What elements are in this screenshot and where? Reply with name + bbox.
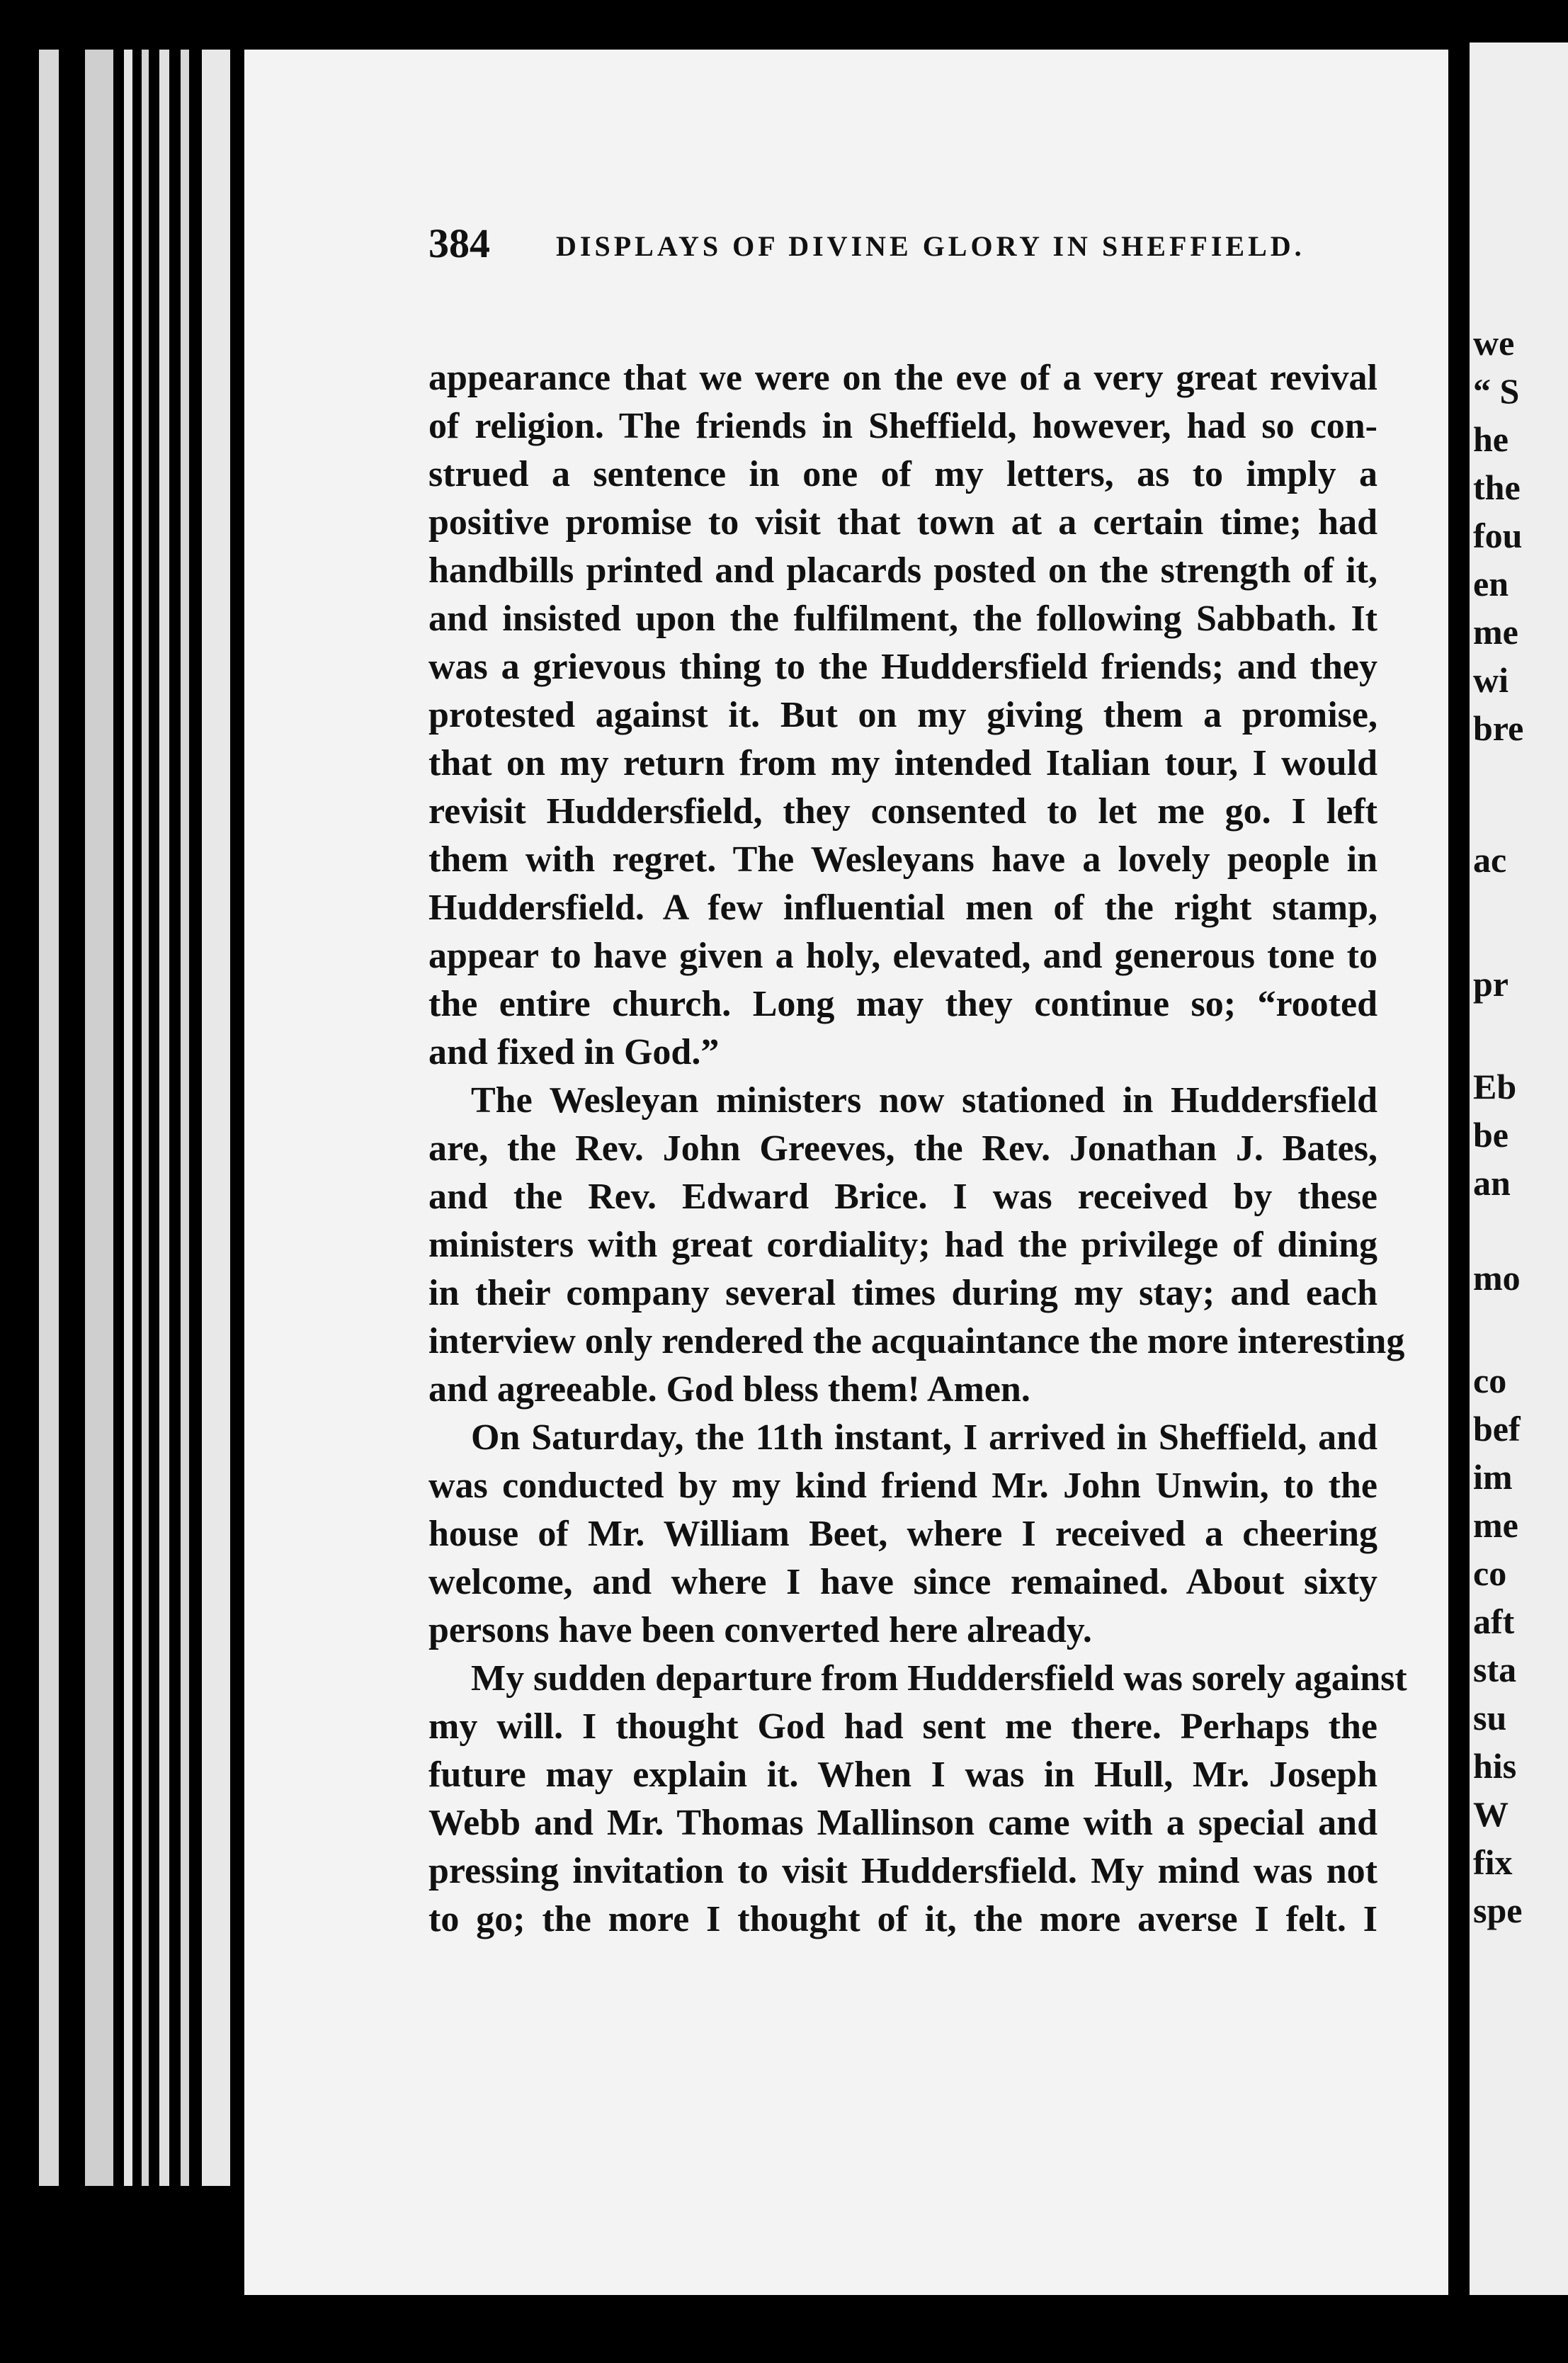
text-line: strued a sentence in one of my letters, as to imply a: [428, 454, 1377, 494]
facing-page-fragment: his: [1473, 1746, 1517, 1786]
book-page: [244, 50, 1448, 2295]
text-line: ministers with great cordiality; had the privilege of dining: [428, 1225, 1377, 1265]
facing-page-fragment: an: [1473, 1163, 1511, 1203]
facing-page-fragment: me: [1473, 1505, 1518, 1545]
text-line: that on my return from my intended Italian tour, I would: [428, 743, 1377, 783]
text-line: Huddersfield. A few influential men of the right stamp,: [428, 888, 1377, 928]
text-line: positive promise to visit that town at a certain time; had: [428, 502, 1377, 543]
text-line: and the Rev. Edward Brice. I was received by these: [428, 1177, 1377, 1217]
facing-page-fragment: bre: [1473, 708, 1524, 748]
text-line: the entire church. Long may they continue so; “rooted: [428, 984, 1377, 1024]
text-line: to go; the more I thought of it, the more averse I felt. I: [428, 1899, 1377, 1939]
facing-page-fragment: ac: [1473, 840, 1507, 880]
page-edge: [181, 50, 189, 2186]
text-line: welcome, and where I have since remained. About sixty: [428, 1562, 1377, 1602]
text-line: in their company several times during my stay; and each: [428, 1273, 1377, 1313]
paragraph: [428, 1414, 1377, 1655]
facing-page-fragment: Eb: [1473, 1067, 1517, 1106]
page-edge: [142, 50, 149, 2186]
facing-page-fragment: im: [1473, 1457, 1513, 1497]
text-line: future may explain it. When I was in Hull, Mr. Joseph: [428, 1755, 1377, 1795]
book-gutter: [1448, 0, 1470, 2363]
facing-page-fragment: fou: [1473, 516, 1523, 555]
text-line: On Saturday, the 11th instant, I arrived in Sheffield, and: [471, 1417, 1377, 1458]
text-line: The Wesleyan ministers now stationed in Huddersfield: [471, 1080, 1377, 1121]
text-line: house of Mr. William Beet, where I received a cheering: [428, 1514, 1377, 1554]
facing-page-fragment: W: [1473, 1794, 1509, 1834]
page-edge: [159, 50, 169, 2186]
paragraph: [428, 354, 1377, 1077]
page-edge: [202, 50, 230, 2186]
page-number: 384: [428, 220, 490, 266]
facing-page-fragment: aft: [1473, 1602, 1515, 1641]
text-line: persons have been converted here already.: [428, 1610, 1092, 1650]
text-line: protested against it. But on my giving them a promise,: [428, 695, 1377, 735]
text-line: and agreeable. God bless them! Amen.: [428, 1369, 1030, 1410]
text-line: my will. I thought God had sent me there. Perhaps the: [428, 1706, 1377, 1747]
text-line: was conducted by my kind friend Mr. John Unwin, to the: [428, 1466, 1377, 1506]
paragraph: [428, 1655, 1407, 1944]
text-line: interview only rendered the acquaintance the more interesting: [428, 1321, 1405, 1361]
text-line: Webb and Mr. Thomas Mallinson came with a special and: [428, 1803, 1377, 1843]
facing-page-fragment: “ S: [1473, 371, 1520, 411]
facing-page-fragment: en: [1473, 564, 1509, 604]
facing-page-fragment: be: [1473, 1115, 1509, 1155]
facing-page-fragment: sta: [1473, 1650, 1517, 1689]
facing-page-fragment: co: [1473, 1361, 1507, 1400]
text-line: appearance that we were on the eve of a very great revival: [428, 358, 1377, 398]
text-line: and insisted upon the fulfilment, the following Sabbath. It: [428, 599, 1377, 639]
facing-page-fragment: bef: [1473, 1409, 1521, 1449]
body-text: [428, 354, 1407, 1944]
facing-page-fragment: fix: [1473, 1842, 1513, 1882]
text-line: and fixed in God.”: [428, 1032, 720, 1072]
paragraph: [428, 1077, 1405, 1414]
facing-page-fragment: he: [1473, 419, 1509, 459]
page-edge: [85, 50, 113, 2186]
text-line: of religion. The friends in Sheffield, however, had so con-: [428, 406, 1377, 446]
facing-page-fragment: me: [1473, 612, 1518, 652]
running-head: [428, 220, 1562, 283]
facing-page-fragment: wi: [1473, 660, 1509, 700]
facing-page-fragment: we: [1473, 323, 1515, 363]
page-edge: [124, 50, 132, 2186]
facing-page-fragment: spe: [1473, 1891, 1523, 1930]
text-line: pressing invitation to visit Huddersfield. My mind was not: [428, 1851, 1377, 1891]
text-line: handbills printed and placards posted on the strength of it,: [428, 550, 1377, 591]
text-line: appear to have given a holy, elevated, and generous tone to: [428, 936, 1377, 976]
facing-page-fragment: co: [1473, 1553, 1507, 1593]
text-line: My sudden departure from Huddersfield was sorely against: [471, 1658, 1407, 1699]
text-line: was a grievous thing to the Huddersfield friends; and they: [428, 647, 1377, 687]
text-line: revisit Huddersfield, they consented to let me go. I left: [428, 791, 1377, 832]
text-line: are, the Rev. John Greeves, the Rev. Jonathan J. Bates,: [428, 1128, 1377, 1169]
running-title: DISPLAYS OF DIVINE GLORY IN SHEFFIELD.: [556, 230, 1305, 262]
facing-page-fragment: mo: [1473, 1258, 1521, 1298]
facing-page-fragment: pr: [1473, 964, 1509, 1004]
page-edge: [39, 50, 59, 2186]
facing-page-fragment: the: [1473, 468, 1521, 507]
book-edge: [0, 0, 248, 2363]
facing-page-fragment: su: [1473, 1698, 1507, 1738]
text-line: them with regret. The Wesleyans have a lovely people in: [428, 839, 1377, 880]
